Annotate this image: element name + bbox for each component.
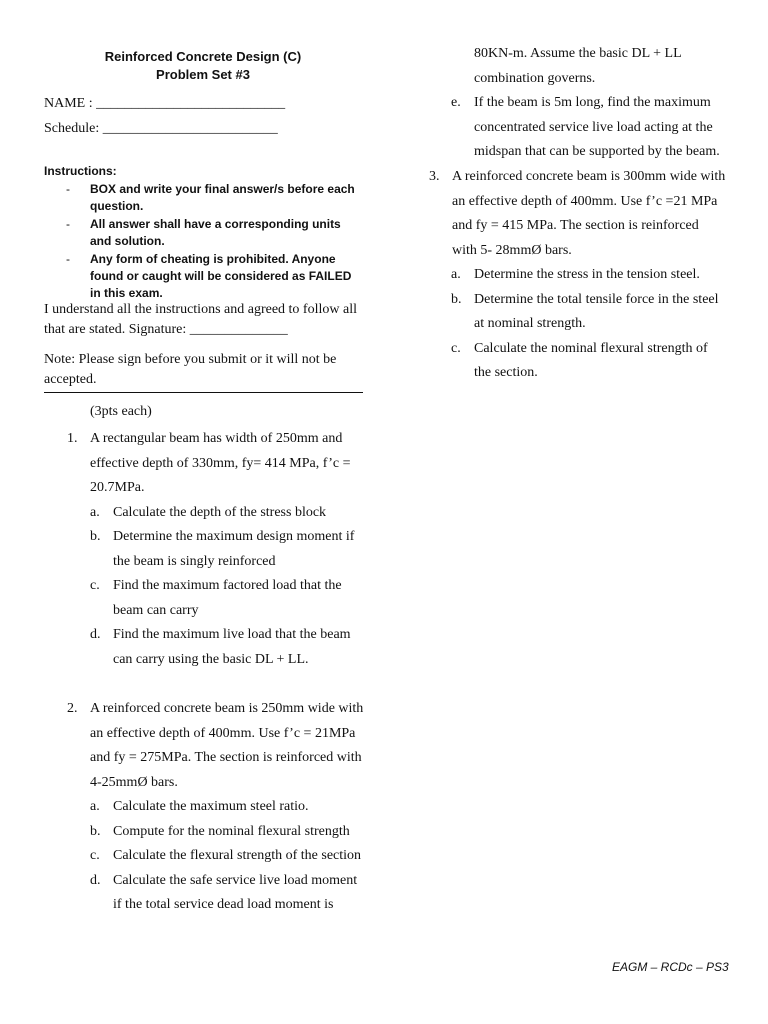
question-text: A rectangular beam has width of 250mm and effective depth of 330mm, fy= 414 MPa, f’c = 20.7MPa. (90, 431, 351, 495)
schedule-field: Schedule: _________________________ (44, 121, 278, 136)
question-parts (451, 91, 724, 165)
question-part: e. If the beam is 5m long, find the maximum concentrated service live load acting at the midspan that can be supported by the beam. (451, 95, 720, 159)
bullet-dash: - (66, 252, 70, 266)
page-title: Reinforced Concrete Design (C) (104, 49, 302, 64)
question-2-continuation (474, 42, 724, 91)
instruction-item: - All answer shall have a corresponding units and solution. (66, 217, 341, 248)
page-footer: EAGM – RCDc – PS3 (612, 960, 729, 974)
continuation-text: 80KN-m. Assume the basic DL + LL combination governs. (474, 46, 682, 86)
question-part: a. Calculate the depth of the stress block (90, 504, 327, 520)
question-part: d. Calculate the safe service live load moment if the total service dead load moment is (90, 872, 358, 912)
agreement-text: I understand all the instructions and agreed to follow all that are stated. Signature: ______________ (44, 302, 357, 337)
note-text: Note: Please sign before you submit or it will not be accepted. (44, 352, 337, 387)
question-3 (429, 165, 727, 386)
question-part: c. Calculate the flexural strength of the section (90, 848, 362, 863)
question-text: A reinforced concrete beam is 250mm wide with an effective depth of 400mm. Use f’c = 21MPa and fy = 275MPa. The section is reinforced with 4-25mmØ bars. (90, 701, 364, 790)
question-number: 3. (429, 169, 440, 184)
question-parts (90, 501, 365, 673)
question-2-part-e (451, 91, 724, 165)
question-part: d. Find the maximum live load that the beam can carry using the basic DL + LL. (90, 627, 351, 667)
instructions-list (60, 181, 362, 303)
divider-line (44, 392, 363, 393)
page-title-block (44, 48, 362, 84)
instruction-item: - Any form of cheating is prohibited. Anyone found or caught will be considered as FAILED in this exam. (66, 252, 352, 300)
question-part: a. Determine the stress in the tension steel. (451, 267, 700, 282)
question-part: b. Determine the maximum design moment if the beam is singly reinforced (90, 529, 355, 569)
bullet-dash: - (66, 217, 70, 231)
points-label: (3pts each) (90, 404, 152, 419)
question-part: b. Compute for the nominal flexural strength (90, 823, 350, 839)
question-number: 1. (67, 431, 78, 446)
question-1 (67, 427, 365, 672)
bullet-dash: - (66, 182, 70, 196)
question-number: 2. (67, 701, 78, 716)
question-parts (451, 263, 727, 386)
name-field: NAME : ___________________________ (44, 96, 286, 111)
question-part: a. Calculate the maximum steel ratio. (90, 799, 309, 814)
question-text: A reinforced concrete beam is 300mm wide with an effective depth of 400mm. Use f’c =21 MPa and fy = 415 MPa. The section is reinforced with 5- 28mmØ bars. (452, 169, 726, 258)
instruction-item: - BOX and write your final answer/s before each question. (66, 182, 355, 213)
question-part: b. Determine the total tensile force in the steel at nominal strength. (451, 291, 719, 331)
question-part: c. Find the maximum factored load that the beam can carry (90, 578, 342, 618)
question-2 (67, 697, 365, 918)
page-subtitle: Problem Set #3 (156, 67, 250, 82)
question-parts (90, 795, 365, 918)
instructions-heading: Instructions: (44, 164, 117, 178)
question-part: c. Calculate the nominal flexural strength of the section. (451, 340, 708, 380)
